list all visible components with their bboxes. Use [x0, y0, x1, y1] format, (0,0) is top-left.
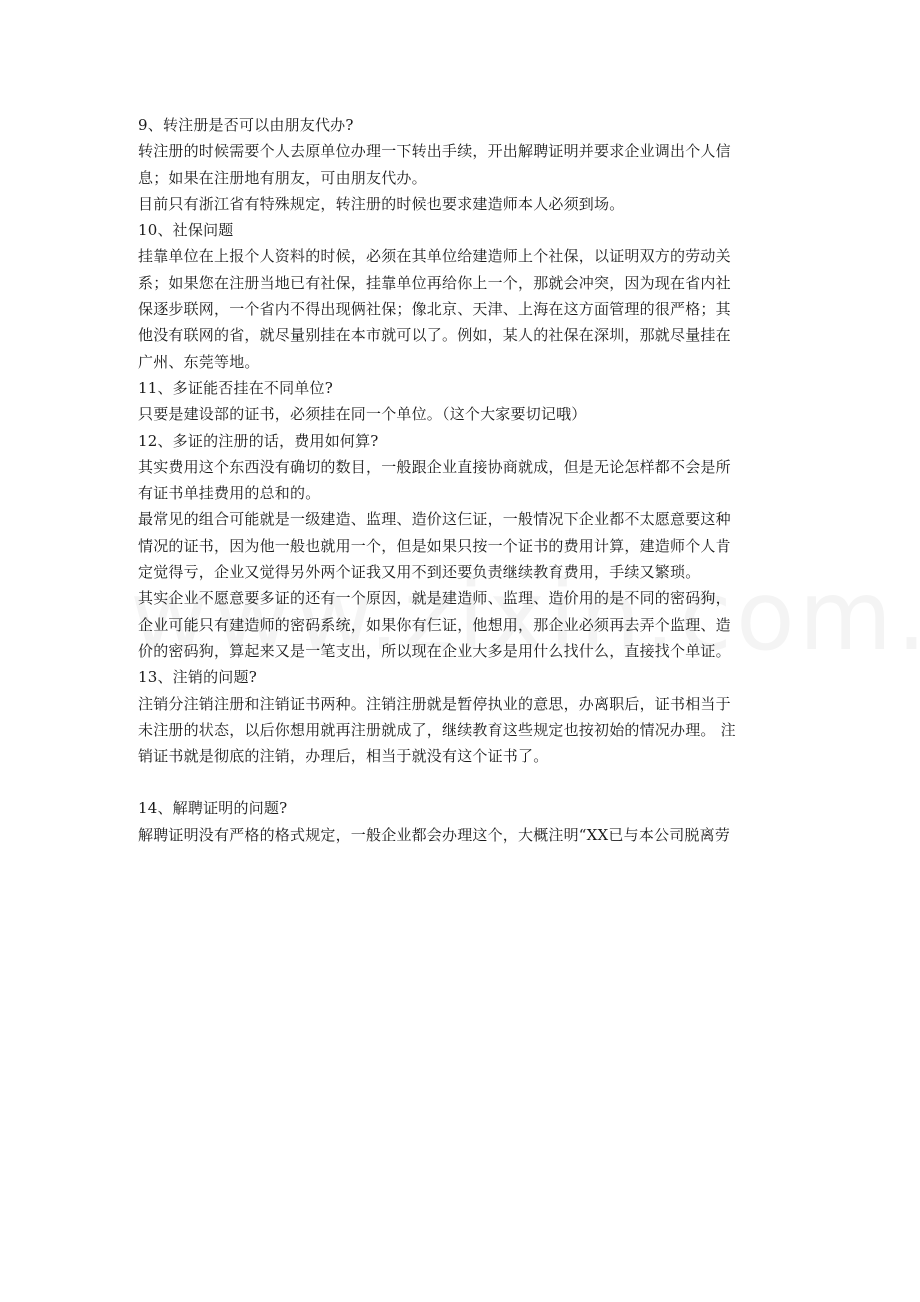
question-heading: 13、注销的问题? — [138, 668, 257, 687]
paragraph-line: 企业可能只有建造师的密码系统，如果你有仨证，他想用，那企业必须再去弄个监理、造 — [138, 615, 731, 634]
paragraph-line: 息；如果在注册地有朋友，可由朋友代办。 — [138, 168, 427, 187]
paragraph-line: 定觉得亏，企业又觉得另外两个证我又用不到还要负责继续教育费用，手续又繁琐。 — [138, 563, 701, 582]
paragraph-line: 其实费用这个东西没有确切的数目，一般跟企业直接协商就成，但是无论怎样都不会是所 — [138, 457, 731, 476]
paragraph-line: 系；如果您在注册当地已有社保，挂靠单位再给你上一个，那就会冲突，因为现在省内社 — [138, 273, 731, 292]
paragraph-line: 有证书单挂费用的总和的。 — [138, 484, 321, 503]
paragraph-line: 未注册的状态，以后你想用就再注册就成了，继续教育这些规定也按初始的情况办理。 注 — [138, 720, 736, 739]
question-heading: 11、多证能否挂在不同单位? — [138, 378, 333, 397]
question-heading: 9、转注册是否可以由朋友代办? — [138, 116, 354, 134]
paragraph-line: 最常见的组合可能就是一级建造、监理、造价这仨证，一般情况下企业都不太愿意要这种 — [138, 510, 731, 529]
paragraph-line: 价的密码狗，算起来又是一笔支出，所以现在企业大多是用什么找什么，直接找个单证。 — [138, 641, 731, 660]
paragraph-line: 注销分注销注册和注销证书两种。注销注册就是暂停执业的意思，办离职后，证书相当于 — [138, 694, 731, 713]
question-heading: 12、多证的注册的话，费用如何算? — [138, 431, 379, 450]
paragraph-line: 只要是建设部的证书，必须挂在同一个单位。（这个大家要切记哦） — [138, 405, 587, 424]
paragraph-line: 解聘证明没有严格的格式规定，一般企业都会办理这个，大概注明“XX已与本公司脱离劳 — [138, 825, 731, 844]
document-body — [138, 112, 788, 848]
paragraph-line: 保逐步联网，一个省内不得出现俩社保；像北京、天津、上海在这方面管理的很严格；其 — [138, 300, 731, 319]
question-heading: 10、社保问题 — [138, 221, 234, 240]
paragraph-line: 其实企业不愿意要多证的还有一个原因，就是建造师、监理、造价用的是不同的密码狗， — [138, 589, 731, 608]
blank-line — [138, 769, 788, 795]
paragraph-line: 挂靠单位在上报个人资料的时候，必须在其单位给建造师上个社保，以证明双方的劳动关 — [138, 247, 731, 266]
paragraph-line: 他没有联网的省，就尽量别挂在本市就可以了。例如，某人的社保在深圳，那就尽量挂在 — [138, 326, 731, 345]
question-heading: 14、解聘证明的问题? — [138, 799, 288, 818]
paragraph-line: 目前只有浙江省有特殊规定，转注册的时候也要求建造师本人必须到场。 — [138, 194, 625, 213]
paragraph-line: 情况的证书，因为他一般也就用一个，但是如果只按一个证书的费用计算，建造师个人肯 — [138, 536, 731, 555]
paragraph-line: 转注册的时候需要个人去原单位办理一下转出手续，开出解聘证明并要求企业调出个人信 — [138, 142, 731, 161]
paragraph-line: 广州、东莞等地。 — [138, 352, 260, 371]
paragraph-line: 销证书就是彻底的注销，办理后，相当于就没有这个证书了。 — [138, 747, 549, 766]
